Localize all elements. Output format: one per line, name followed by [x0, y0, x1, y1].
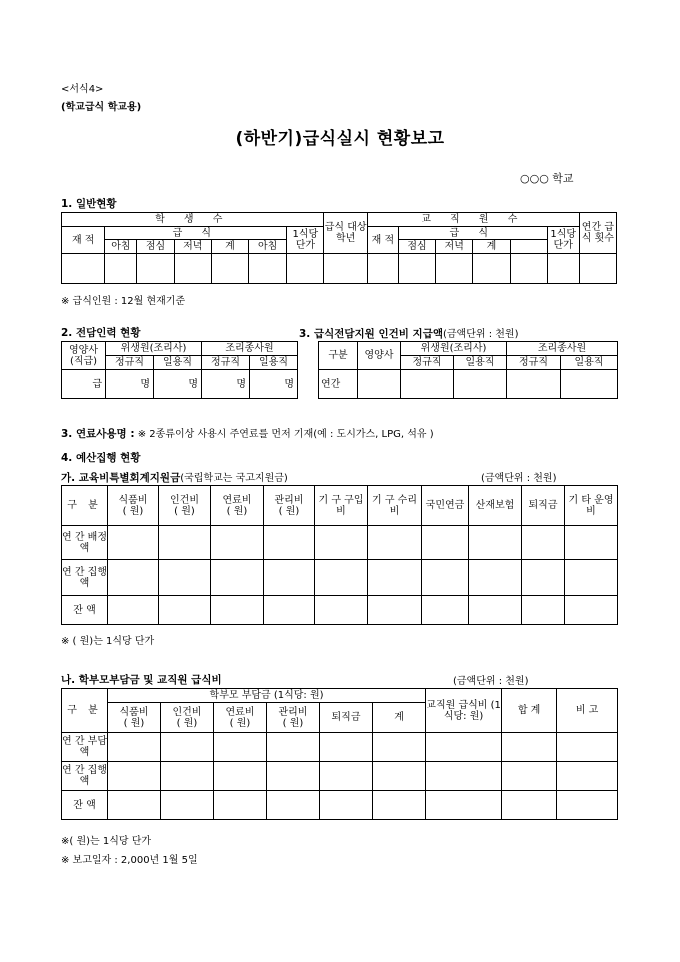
section-labor-cost-heading: 3. 급식전담지원 인건비 지급액 [299, 328, 443, 340]
labor-cost-heading-wrap [299, 325, 518, 341]
budget-a-other-header: 기 타 운영비 [565, 486, 618, 526]
budget-a-mgmt-header: 관리비 ( 원) [264, 486, 315, 526]
table-row [319, 370, 618, 399]
annual-count-header: 연간 급식 횟수 [579, 213, 616, 254]
budget-a-equip-repair-header: 기 구 수리비 [368, 486, 422, 526]
budget-a-note: (국립학교는 국고지원금) [180, 473, 288, 484]
student-dinner-header: 저녁 [174, 240, 211, 254]
grade-cell[interactable]: 급 [62, 370, 106, 399]
budget-a-retire-header: 퇴직금 [522, 486, 565, 526]
student-enrollment-header: 재 적 [62, 227, 105, 254]
hygiene-header: 위생원(조리사) [106, 342, 202, 356]
general-table [61, 212, 617, 284]
count-cell[interactable]: 명 [250, 370, 298, 399]
cook-daily-header: 일용직 [250, 356, 298, 370]
staff-lunch-header: 점심 [398, 240, 435, 254]
staff-total-header: 계 [473, 240, 510, 254]
cook-regular-header: 정규직 [202, 356, 250, 370]
budget-a-heading-wrap [61, 469, 288, 485]
count-cell[interactable]: 명 [154, 370, 202, 399]
budget-a-unit: (금액단위 : 천원) [481, 473, 557, 484]
parent-mgmt-header: 관리비 ( 원) [267, 703, 320, 733]
labor-hygiene-daily: 일용직 [454, 356, 507, 370]
staff-meal-header: 교직원 급식비 (1식당: 원) [426, 689, 502, 733]
section-general-heading: 1. 일반현황 [61, 198, 117, 210]
parent-fuel-header: 연료비 ( 원) [214, 703, 267, 733]
school-name: ○○○ 학교 [520, 172, 574, 185]
target-grade-header: 급식 대상 학년 [324, 213, 367, 254]
parent-labor-header: 인건비 ( 원) [161, 703, 214, 733]
staff-enrollment-header: 재 적 [367, 227, 398, 254]
budget-a-labor-header: 인건비 ( 원) [159, 486, 211, 526]
form-subtitle: (학교급식 학교용) [61, 102, 142, 113]
parent-heading: 나. 학부모부담금 및 교직원 급식비 [61, 674, 222, 686]
budget-a-heading: 가. 교육비특별회계지원금 [61, 472, 181, 484]
nutritionist-header: 영양사 (직급) [62, 342, 106, 370]
table-row [62, 762, 618, 791]
parent-retire-header: 퇴직금 [320, 703, 373, 733]
fuel-heading: 3. 연료사용명 : [61, 428, 135, 440]
student-total-header: 계 [211, 240, 248, 254]
budget-a-pension-header: 국민연금 [422, 486, 469, 526]
section-dedicated-heading: 2. 전담인력 현황 [61, 327, 141, 339]
parent-food-header: 식품비 ( 원) [108, 703, 161, 733]
labor-division-header: 구분 [319, 342, 358, 370]
fuel-note: ※ 2종류이상 사용시 주연료를 먼저 기재(예 : 도시가스, LPG, 석유 ) [137, 429, 434, 440]
staff-meals-header: 급 식 [398, 227, 547, 240]
hygiene-regular-header: 정규직 [106, 356, 154, 370]
students-header: 학 생 수 [62, 213, 324, 227]
student-meals-header: 급 식 [105, 227, 287, 240]
count-cell[interactable]: 명 [106, 370, 154, 399]
staff-dinner-header: 저녁 [436, 240, 473, 254]
form-number: <서식4> [61, 84, 104, 95]
table-row [62, 526, 618, 560]
report-date: ※ 보고일자 : 2,000년 1월 5일 [61, 855, 198, 866]
labor-nutritionist-header: 영양사 [358, 342, 401, 370]
parent-division-header: 구 분 [62, 689, 108, 733]
general-note: ※ 급식인원 : 12월 현재기준 [61, 296, 186, 307]
parent-total-header: 계 [373, 703, 426, 733]
labor-annual-label: 연간 [319, 370, 358, 399]
labor-cook-regular: 정규직 [507, 356, 561, 370]
labor-cook-header: 조리종사원 [507, 342, 618, 356]
parent-row-burden: 연 간 부담액 [62, 733, 108, 762]
budget-a-row-exec: 연 간 집행액 [62, 560, 108, 596]
student-breakfast-header: 아침 [105, 240, 137, 254]
section-budget-heading: 4. 예산집행 현황 [61, 452, 141, 464]
labor-cook-daily: 일용직 [561, 356, 618, 370]
labor-hygiene-regular: 정규직 [401, 356, 454, 370]
count-cell[interactable]: 명 [202, 370, 250, 399]
budget-a-food-header: 식품비 ( 원) [108, 486, 159, 526]
budget-a-insurance-header: 산재보험 [469, 486, 522, 526]
cook-header: 조리종사원 [202, 342, 298, 356]
parent-unit: (금액단위 : 천원) [453, 676, 529, 687]
labor-cost-table [318, 341, 618, 399]
table-row [62, 596, 618, 625]
table-row [62, 733, 618, 762]
parent-sum-header: 합 계 [502, 689, 557, 733]
budget-a-row-alloc: 연 간 배정액 [62, 526, 108, 560]
table-row [62, 370, 298, 399]
labor-hygiene-header: 위생원(조리사) [401, 342, 507, 356]
table-row [62, 791, 618, 820]
table-row [62, 560, 618, 596]
table-row [62, 254, 617, 284]
budget-a-note-bottom: ※ ( 원)는 1식당 단가 [61, 636, 155, 647]
staff-unit-price-header: 1식당 단가 [547, 227, 579, 254]
student-lunch-header: 점심 [137, 240, 174, 254]
budget-a-equip-buy-header: 기 구 구입비 [315, 486, 368, 526]
budget-a-table [61, 485, 618, 625]
staff-breakfast-header: 아침 [249, 240, 287, 254]
parent-note: ※( 원)는 1식당 단가 [61, 836, 152, 847]
labor-cost-unit: (금액단위 : 천원) [442, 329, 519, 340]
budget-a-row-balance: 잔 액 [62, 596, 108, 625]
budget-a-division-header: 구 분 [62, 486, 108, 526]
parent-table [61, 688, 618, 820]
staff-header: 교 직 원 수 [367, 213, 579, 227]
fuel-line [61, 425, 434, 441]
parent-remark-header: 비 고 [557, 689, 618, 733]
budget-a-fuel-header: 연료비 ( 원) [211, 486, 264, 526]
page-title: (하반기)급식실시 현황보고 [235, 129, 445, 149]
parent-burden-header: 학부모 부담금 (1식당: 원) [108, 689, 426, 703]
parent-row-exec: 연 간 집행액 [62, 762, 108, 791]
dedicated-table [61, 341, 298, 399]
student-unit-price-header: 1식당 단가 [287, 227, 324, 254]
parent-row-balance: 잔 액 [62, 791, 108, 820]
hygiene-daily-header: 일용직 [154, 356, 202, 370]
